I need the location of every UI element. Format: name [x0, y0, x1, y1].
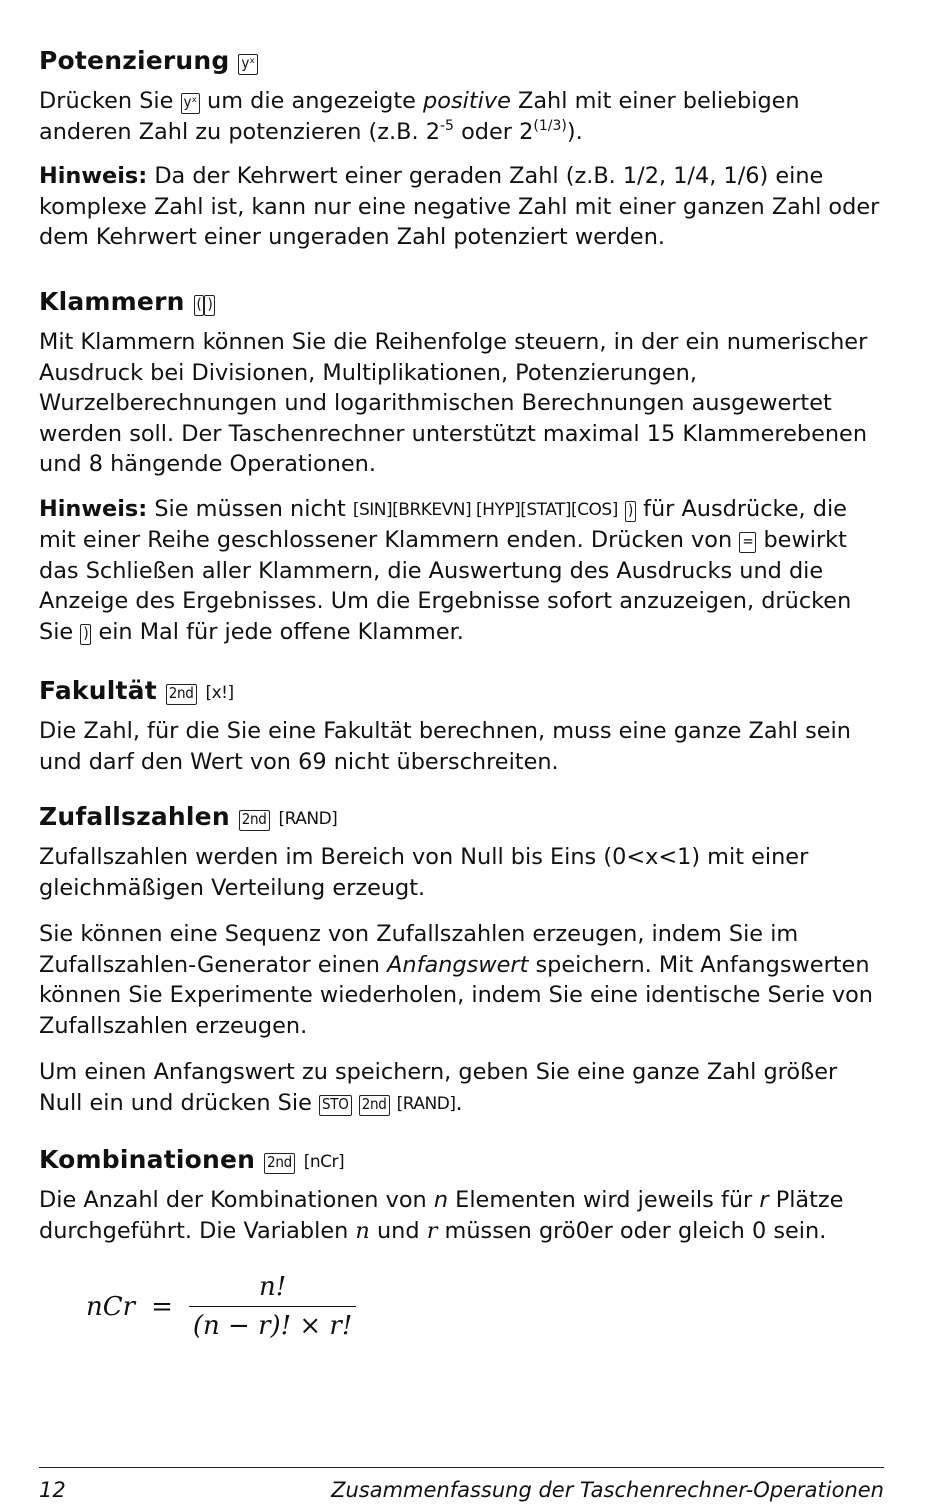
heading-text: Zufallszahlen [39, 802, 230, 831]
key-factorial: [x!] [205, 683, 234, 703]
text: Drücken Sie [39, 88, 174, 114]
heading-zufallszahlen [39, 800, 884, 836]
italic-text: n [433, 1187, 449, 1213]
text: . [455, 1089, 463, 1116]
text: Um einen Anfangswert zu speichern, geben Sie eine ganze Zahl größer Null ein und drücken Sie [39, 1059, 838, 1116]
key-2nd: 2nd [359, 1095, 390, 1116]
key-equals: = [739, 532, 756, 553]
text: ein Mal für jede offene Klammer. [98, 618, 464, 645]
note-paragraph [39, 161, 884, 253]
paragraph [39, 919, 884, 1041]
key-2nd: 2nd [166, 684, 197, 705]
key-paren-close: ) [204, 295, 215, 316]
italic-text: positive [423, 88, 511, 114]
section-zufallszahlen [39, 800, 884, 1119]
key-power: yˣ [238, 54, 257, 75]
key-rand: [RAND] [278, 809, 338, 829]
formula-denominator: (n − r)! × r! [189, 1306, 356, 1341]
text: Plätze durchgeführt. Die Variablen [39, 1187, 844, 1244]
formula-numerator: n! [258, 1272, 287, 1302]
formula-equals: = [151, 1291, 173, 1322]
footer-divider [39, 1467, 884, 1468]
key-rand: [RAND] [396, 1093, 456, 1114]
paragraph: Mit Klammern können Sie die Reihenfolge steuern, in der ein numerischer Ausdruck bei Divisionen, Multiplikationen, Potenzierungen, Wurzelberechnungen und logarithmischen Berechnungen ausgewertet werden soll. Der Taschenrechner unterstützt maximal 15 Klammerebenen und 8 hängende Operationen. [39, 329, 868, 477]
text: für Ausdrücke, die mit einer Reihe geschlossener Klammern enden. Drücken von [39, 495, 847, 553]
heading-text: Kombinationen [39, 1145, 256, 1174]
key-2nd: 2nd [264, 1153, 295, 1174]
ncr-formula [86, 1272, 356, 1341]
paragraph: Die Zahl, für die Sie eine Fakultät berechnen, muss eine ganze Zahl sein und darf den Wert von 69 nicht überschreiten. [39, 718, 851, 775]
section-kombinationen [39, 1143, 884, 1246]
key-sto: STO [319, 1095, 352, 1116]
formula-lhs: nCr [86, 1291, 136, 1322]
formula-fraction [189, 1272, 356, 1341]
italic-text: r [426, 1217, 438, 1244]
text: müssen grö0er oder gleich 0 sein. [444, 1217, 827, 1244]
heading-fakultaet [39, 674, 884, 710]
heading-kombinationen [39, 1143, 884, 1179]
heading-text: Klammern [39, 287, 185, 316]
chapter-title: Zusammenfassung der Taschenrechner-Operationen [331, 1478, 884, 1502]
heading-text: Fakultät [39, 676, 157, 705]
text: Sie können eine Sequenz von Zufallszahlen erzeugen, indem Sie im Zufallszahlen-Generator einen [39, 921, 799, 978]
italic-text: r [759, 1187, 769, 1213]
heading-klammern [39, 285, 884, 319]
text: bewirkt das Schließen aller Klammern, die Auswertung des Ausdrucks und die Anzeige des Ergebnisses. Um die Ergebnisse sofort anzuzeigen, drücken Sie [39, 527, 852, 645]
paragraph [39, 1057, 884, 1119]
key-ncr: [nCr] [303, 1152, 345, 1172]
section-klammern [39, 285, 884, 647]
text: oder 2 [461, 118, 534, 145]
note-paragraph [39, 494, 884, 648]
heading-text: Potenzierung [39, 46, 230, 75]
paragraph: Zufallszahlen werden im Bereich von Null bis Eins (0<x<1) mit einer gleichmäßigen Verteilung erzeugt. [39, 844, 809, 901]
section-potenzierung [39, 44, 884, 253]
page-footer [39, 1478, 884, 1502]
paragraph [39, 1185, 884, 1246]
italic-text: n [355, 1217, 370, 1244]
text: Sie müssen nicht [154, 495, 346, 522]
text: Zahl mit einer beliebigen anderen Zahl zu potenzieren (z.B. 2 [39, 88, 800, 145]
note-label: Hinweis: [39, 163, 148, 189]
heading-potenzierung [39, 44, 884, 78]
key-paren-close: ) [80, 624, 91, 645]
key-paren-open: ( [194, 295, 205, 316]
section-fakultaet [39, 674, 884, 777]
key-sequence: [SIN][BRKEVN] [HYP][STAT][COS] [352, 499, 618, 520]
note-label: Hinweis: [39, 495, 148, 522]
text: ). [566, 118, 583, 145]
text: speichern. Mit Anfangswerten können Sie Experimente wiederholen, indem Sie eine identische Serie von Zufallszahlen erzeugen. [39, 951, 873, 1039]
superscript: -5 [440, 117, 454, 134]
superscript: (1/3) [533, 117, 567, 134]
text: um die angezeigte [207, 88, 416, 114]
key-power: yˣ [181, 93, 200, 114]
text: Da der Kehrwert einer geraden Zahl (z.B. 1/2, 1/4, 1/6) eine komplexe Zahl ist, kann nur eine negative Zahl mit einer ganzen Zahl oder dem Kehrwert einer ungeraden Zahl potenziert werden. [39, 163, 880, 250]
text: Die Anzahl der Kombinationen von [39, 1187, 427, 1213]
paragraph [39, 86, 884, 147]
page-number: 12 [39, 1478, 66, 1502]
key-2nd: 2nd [239, 810, 270, 831]
italic-text: Anfangswert [387, 951, 529, 978]
text: und [376, 1217, 420, 1244]
key-paren-close: ) [625, 501, 636, 522]
text: Elementen wird jeweils für [455, 1187, 753, 1213]
